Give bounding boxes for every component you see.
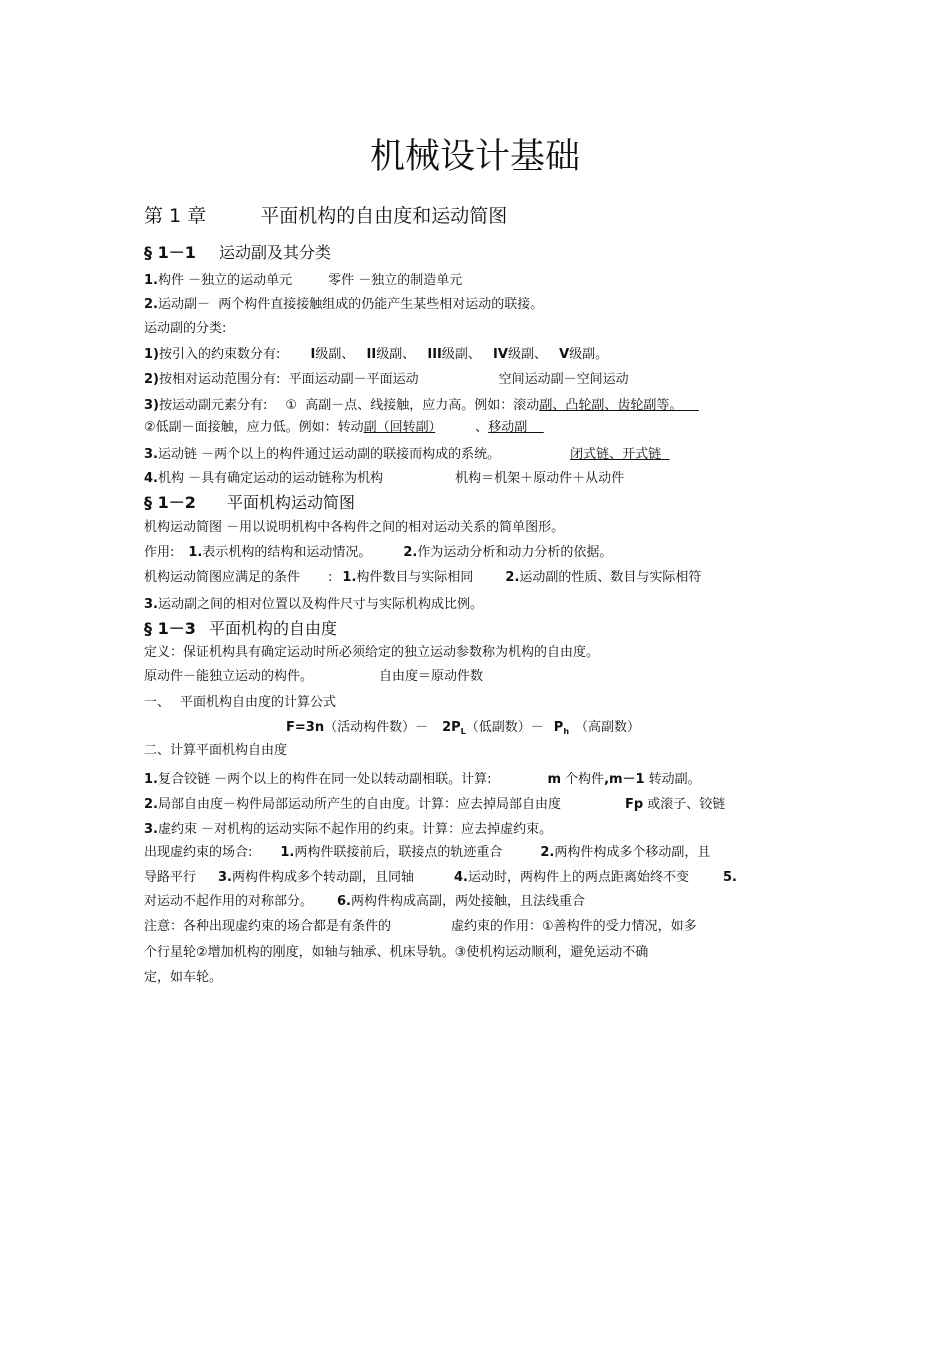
text-line: 3.运动链 －两个以上的构件通过运动副的联接而构成的系统。 闭式链、开式链 <box>144 447 662 462</box>
text-line: 原动件－能独立运动的构件。 自由度＝原动件数 <box>144 669 484 684</box>
text-line: 注意：各种出现虚约束的场合都是有条件的 虚约束的作用：①善构件的受力情况，如多 <box>144 919 697 934</box>
text-line: 定，如车轮。 <box>144 970 223 985</box>
section-number: § 1－2 <box>144 493 196 512</box>
text-line: 3.虚约束 －对机构的运动实际不起作用的约束。计算：应去掉虚约束。 <box>144 822 553 837</box>
text-line: 个行星轮②增加机构的刚度，如轴与轴承、机床导轨。③使机构运动顺利，避免运动不确 <box>144 945 649 960</box>
section-title: 平面机构运动简图 <box>226 493 355 512</box>
text-line: 2.运动副－ 两个构件直接接触组成的仍能产生某些相对运动的联接。 <box>144 297 544 312</box>
section-title: 平面机构的自由度 <box>208 619 337 638</box>
chapter-number: 第 1 章 <box>144 205 207 227</box>
text-line: 作用: 1.表示机构的结构和运动情况。 2.作为运动分析和动力分析的依据。 <box>144 545 613 560</box>
text-line: 导路平行 3.两构件构成多个转动副，且同轴 4.运动时，两构件上的两点距离始终不变 5. <box>144 870 737 885</box>
text-line: 机构运动简图应满足的条件 : 1.构件数目与实际相同 2.运动副的性质、数目与实际相符 <box>144 570 702 585</box>
text-line: 3)按运动副元素分有: ① 高副－点、线接触，应力高。例如：滚动副、凸轮副、齿轮副等。 <box>144 398 683 413</box>
chapter-title: 平面机构的自由度和运动简图 <box>260 205 508 227</box>
text-line: 机构运动简图 －用以说明机构中各构件之间的相对运动关系的简单图形。 <box>144 520 565 535</box>
text-line: 2)按相对运动范围分有: 平面运动副－平面运动 空间运动副－空间运动 <box>144 372 629 387</box>
text-line: 二、计算平面机构自由度 <box>144 743 288 758</box>
text-line: 1.复合铰链 －两个以上的构件在同一处以转动副相联。计算: m 个构件,m－1 转动副。 <box>144 772 701 787</box>
text-line: 2.局部自由度－构件局部运动所产生的自由度。计算：应去掉局部自由度 Fp 或滚子、铰链 <box>144 797 726 812</box>
text-line: 3.运动副之间的相对位置以及构件尺寸与实际机构成比例。 <box>144 597 483 612</box>
text-line: 一、 平面机构自由度的计算公式 <box>144 695 337 710</box>
text-line: 定义：保证机构具有确定运动时所必须给定的独立运动参数称为机构的自由度。 <box>144 645 600 660</box>
section-number: § 1－1 <box>144 243 196 262</box>
text-line: 4.机构 －具有确定运动的运动链称为机构 机构＝机架＋原动件＋从动件 <box>144 471 625 486</box>
section-number: § 1－3 <box>144 619 196 638</box>
section-heading-1-1 <box>144 242 331 264</box>
text-line: 1)按引入的约束数分有: I级副、 II级副、 III级副、 IV级副、 V级副。 <box>144 347 609 362</box>
text-line: 对运动不起作用的对称部分。 6.两构件构成高副，两处接触，且法线重合 <box>144 894 586 909</box>
text-line: ②低副－面接触，应力低。例如：转动副（回转副） 、移动副 <box>144 420 528 435</box>
section-title: 运动副及其分类 <box>218 243 331 262</box>
document-title: 机械设计基础 <box>369 137 580 177</box>
text-line: 出现虚约束的场合: 1.两构件联接前后，联接点的轨迹重合 2.两构件构成多个移动副，且 <box>144 845 711 860</box>
section-heading-1-2 <box>144 492 355 514</box>
dof-formula: F=3n（活动构件数）－ $2P_L$（低副数）－ $P_h$ （高副数） <box>286 720 641 736</box>
section-heading-1-3 <box>144 618 337 640</box>
chapter-heading <box>144 203 507 229</box>
text-line: 1.构件 －独立的运动单元 零件 －独立的制造单元 <box>144 273 463 288</box>
text-line: 运动副的分类: <box>144 321 227 336</box>
